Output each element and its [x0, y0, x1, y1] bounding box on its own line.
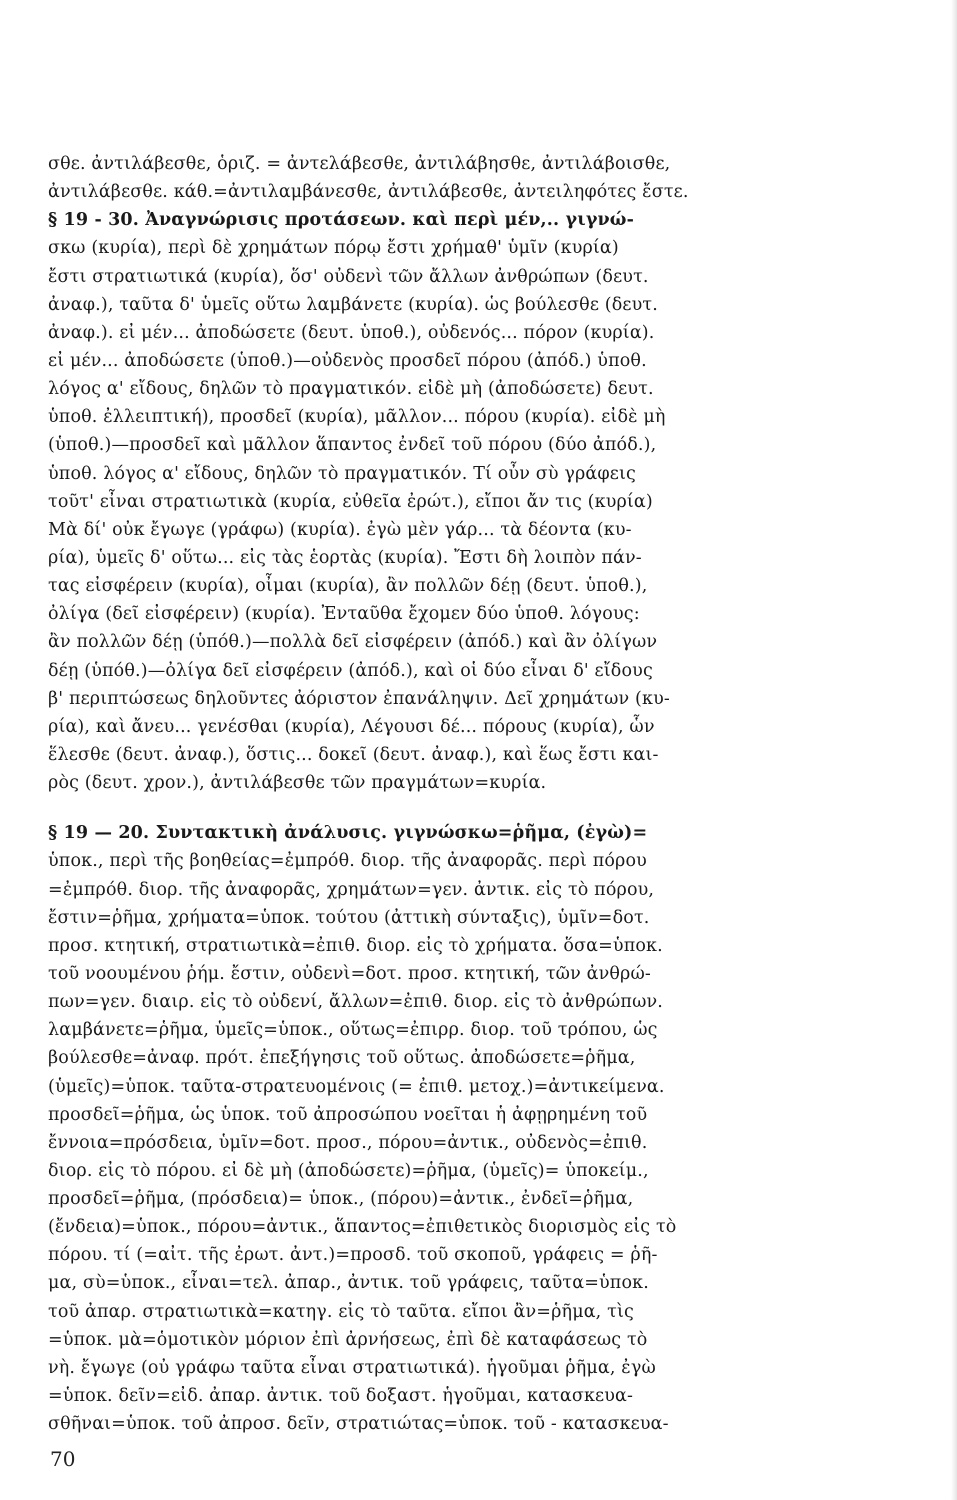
text-line: λαμβάνετε=ῥῆμα, ὑμεῖς=ὑποκ., οὕτως=ἐπιρρ. διορ. τοῦ τρόπου, ὡς	[48, 1020, 658, 1041]
section-heading-syntax: § 19 — 20. Συντακτικὴ ἀνάλυσις. γιγνώσκω=ῥῆμα, (ἐγὼ)=	[48, 823, 648, 844]
text-line: ἀναφ.). εἰ μέν... ἀποδώσετε (δευτ. ὑποθ.), οὐδενός... πόρον (κυρία).	[48, 322, 655, 343]
text-line: τας εἰσφέρειν (κυρία), οἶμαι (κυρία), ἂν πολλῶν δέῃ (δευτ. ὑποθ.),	[48, 576, 648, 597]
text-line: ἔννοια=πρόσδεια, ὑμῖν=δοτ. προσ., πόρου=ἀντικ., οὐδενὸς=ἐπιθ.	[48, 1132, 648, 1153]
text-line: β' περιπτώσεως δηλοῦντες ἀόριστον ἐπανάληψιν. Δεῖ χρημάτων (κυ-	[48, 688, 670, 709]
text-line: ρία), ὑμεῖς δ' οὕτω... εἰς τὰς ἑορτὰς (κυρία). Ἔστι δὴ λοιπὸν πάν-	[48, 547, 642, 568]
text-line: ὑποθ. ἐλλειπτική), προσδεῖ (κυρία), μᾶλλον... πόρου (κυρία). εἰδὲ μὴ	[48, 407, 666, 428]
text-line: ἀντιλάβεσθε. κάθ.=ἀντιλαμβάνεσθε, ἀντιλάβεσθε, ἀντειληφότες ἔστε.	[48, 182, 689, 203]
text-line: ἕλεσθε (δευτ. ἀναφ.), ὅστις... δοκεῖ (δευτ. ἀναφ.), καὶ ἕως ἔστι και-	[48, 744, 659, 765]
text-block	[48, 150, 848, 1438]
text-line: (ἔνδεια)=ὑποκ., πόρου=ἀντικ., ἅπαντος=ἐπιθετικὸς διορισμὸς εἰς τὸ	[48, 1217, 677, 1238]
page-number: 70	[50, 1447, 76, 1471]
text-line: σθε. ἀντιλάβεσθε, ὁριζ. = ἀντελάβεσθε, ἀντιλάβησθε, ἀντιλάβοισθε,	[48, 154, 671, 174]
text-line: διορ. εἰς τὸ πόρου. εἰ δὲ μὴ (ἀποδώσετε)=ῥῆμα, (ὑμεῖς)= ὑποκείμ.,	[48, 1160, 649, 1181]
text-line: =ἐμπρόθ. διορ. τῆς ἀναφορᾶς, χρημάτων=γεν. ἀντικ. εἰς τὸ πόρου,	[48, 879, 655, 900]
text-line: βούλεσθε=ἀναφ. πρότ. ἐπεξήγησις τοῦ οὕτως. ἀποδώσετε=ῥῆμα,	[48, 1048, 636, 1069]
text-line: μα, σὺ=ὑποκ., εἶναι=τελ. ἀπαρ., ἀντικ. τοῦ γράφεις, ταῦτα=ὑποκ.	[48, 1273, 649, 1294]
text-line: τοῦτ' εἶναι στρατιωτικὰ (κυρία, εὐθεῖα ἐρώτ.), εἴποι ἄν τις (κυρία)	[48, 491, 653, 512]
text-line: ὑποκ., περὶ τῆς βοηθείας=ἐμπρόθ. διορ. τῆς ἀναφορᾶς. περὶ πόρου	[48, 851, 647, 872]
text-line: ἔστι στρατιωτικά (κυρία), ὅσ' οὐδενὶ τῶν ἄλλων ἀνθρώπων (δευτ.	[48, 266, 649, 287]
scan-edge	[951, 0, 957, 1500]
text-line: προσδεῖ=ῥῆμα, (πρόσδεια)= ὑποκ., (πόρου)=ἀντικ., ἐνδεῖ=ῥῆμα,	[48, 1189, 634, 1210]
text-line: προσδεῖ=ῥῆμα, ὡς ὑποκ. τοῦ ἀπροσώπου νοεῖται ἡ ἀφῃρημένη τοῦ	[48, 1104, 648, 1125]
text-line: πων=γεν. διαιρ. εἰς τὸ οὐδενί, ἄλλων=ἐπιθ. διορ. εἰς τὸ ἀνθρώπων.	[48, 992, 664, 1013]
text-line: Μὰ δί' οὐκ ἔγωγε (γράφω) (κυρία). ἐγὼ μὲν γάρ... τὰ δέοντα (κυ-	[48, 519, 632, 540]
text-line: (ὑποθ.)—προσδεῖ καὶ μᾶλλον ἅπαντος ἐνδεῖ τοῦ πόρου (δύο ἀπόδ.),	[48, 435, 657, 456]
text-line: =ὑποκ. δεῖν=εἰδ. ἀπαρ. ἀντικ. τοῦ δοξαστ. ἡγοῦμαι, κατασκευα-	[48, 1386, 634, 1407]
text-line: λόγος α' εἴδους, δηλῶν τὸ πραγματικόν. εἰδὲ μὴ (ἀποδώσετε) δευτ.	[48, 379, 654, 400]
text-line: προσ. κτητική, στρατιωτικὰ=ἐπιθ. διορ. εἰς τὸ χρήματα. ὅσα=ὑποκ.	[48, 935, 663, 956]
text-line: (ὑμεῖς)=ὑποκ. ταῦτα-στρατευομένοις (= ἐπιθ. μετοχ.)=ἀντικείμενα.	[48, 1076, 665, 1097]
text-line: ρία), καὶ ἄνευ... γενέσθαι (κυρία), Λέγουσι δέ... πόρους (κυρία), ὧν	[48, 716, 655, 737]
text-line: ρὸς (δευτ. χρον.), ἀντιλάβεσθε τῶν πραγμάτων=κυρία.	[48, 773, 547, 794]
text-line: εἰ μέν... ἀποδώσετε (ὑποθ.)—οὐδενὸς προσδεῖ πόρου (ἀπόδ.) ὑποθ.	[48, 350, 647, 371]
text-line: τοῦ νοουμένου ῥήμ. ἔστιν, οὐδενὶ=δοτ. προσ. κτητική, τῶν ἀνθρώ-	[48, 963, 651, 984]
section-heading-recognition: § 19 - 30. Ἀναγνώρισις προτάσεων. καὶ περὶ μέν,.. γιγνώ-	[48, 210, 635, 231]
text-line: νὴ. ἔγωγε (οὐ γράφω ταῦτα εἶναι στρατιωτικά). ἡγοῦμαι ῥῆμα, ἐγὼ	[48, 1357, 656, 1378]
text-line: =ὑποκ. μὰ=ὁμοτικὸν μόριον ἐπὶ ἀρνήσεως, ἐπὶ δὲ καταφάσεως τὸ	[48, 1329, 648, 1350]
text-line: ἀναφ.), ταῦτα δ' ὑμεῖς οὕτω λαμβάνετε (κυρία). ὡς βούλεσθε (δευτ.	[48, 294, 658, 315]
text-line: τοῦ ἀπαρ. στρατιωτικὰ=κατηγ. εἰς τὸ ταῦτα. εἴποι ἂν=ῥῆμα, τὶς	[48, 1301, 634, 1322]
text-line: ἔστιν=ῥῆμα, χρήματα=ὑποκ. τούτου (ἀττικὴ σύνταξις), ὑμῖν=δοτ.	[48, 907, 650, 928]
text-line: σθῆναι=ὑποκ. τοῦ ἀπροσ. δεῖν, στρατιώτας=ὑποκ. τοῦ - κατασκευα-	[48, 1414, 669, 1435]
text-line: σκω (κυρία), περὶ δὲ χρημάτων πόρῳ ἔστι χρήμαθ' ὑμῖν (κυρία)	[48, 238, 619, 259]
text-line: ὀλίγα (δεῖ εἰσφέρειν) (κυρία). Ἐνταῦθα ἔχομεν δύο ὑποθ. λόγους:	[48, 604, 640, 625]
text-line: δέῃ (ὑπόθ.)—ὀλίγα δεῖ εἰσφέρειν (ἀπόδ.), καὶ οἱ δύο εἶναι δ' εἴδους	[48, 660, 653, 681]
text-line: ἂν πολλῶν δέῃ (ὑπόθ.)—πολλὰ δεῖ εἰσφέρειν (ἀπόδ.) καὶ ἂν ὀλίγων	[48, 632, 658, 653]
text-line: πόρου. τί (=αἰτ. τῆς ἐρωτ. ἀντ.)=προσδ. τοῦ σκοποῦ, γράφεις = ῥῆ-	[48, 1245, 658, 1266]
text-line: ὑποθ. λόγος α' εἴδους, δηλῶν τὸ πραγματικόν. Τί οὖν σὺ γράφεις	[48, 463, 636, 484]
